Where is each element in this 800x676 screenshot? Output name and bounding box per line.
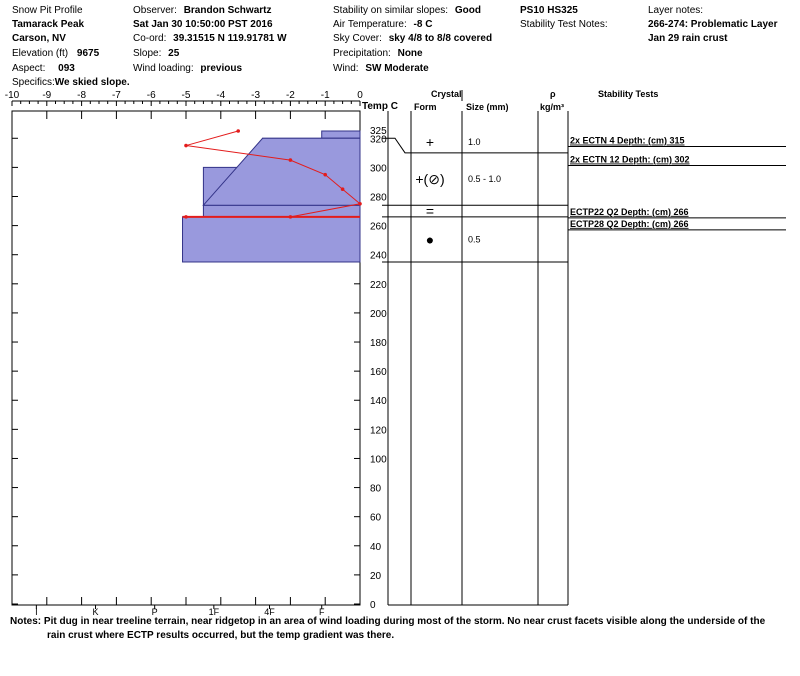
- temperature-point: [236, 129, 240, 133]
- wind-label: Wind:: [333, 63, 359, 74]
- air-temp-value: -8 C: [413, 19, 433, 30]
- height-tick-label: 260: [370, 221, 387, 233]
- temperature-point: [358, 202, 362, 206]
- hardness-label: F: [318, 607, 325, 615]
- stability-test-entry: 2x ECTN 12 Depth: (cm) 302: [570, 154, 690, 165]
- size-header: Size (mm): [466, 102, 509, 112]
- rho-unit-header: kg/m³: [540, 102, 565, 112]
- hardness-label: 4F: [264, 607, 275, 615]
- coord-value: 39.31515 N 119.91781 W: [173, 33, 287, 44]
- stability-label: Stability on similar slopes:: [333, 5, 449, 16]
- notes-line-1: Pit dug in near treeline terrain, near ridgetop in an area of wind loading during most of the storm. No near crust facets visible along the underside of the: [43, 616, 766, 627]
- temp-tick-label: -6: [146, 90, 156, 101]
- notes-label: Notes:: [10, 616, 42, 627]
- layer-note-1: 266-274: Problematic Layer: [648, 19, 778, 30]
- temperature-point: [289, 158, 293, 162]
- crystal-size: 1.0: [468, 136, 481, 147]
- hardness-label: P: [151, 607, 158, 615]
- stability-test-entry: 2x ECTN 4 Depth: (cm) 315: [570, 135, 685, 146]
- temperature-point: [184, 144, 188, 148]
- height-tick-label: 80: [370, 483, 382, 495]
- height-tick-label: 220: [370, 279, 387, 291]
- specifics-value: We skied slope.: [54, 77, 130, 88]
- crystal-header: Crystal: [431, 89, 462, 99]
- ps-hs: PS10 HS325: [520, 5, 578, 16]
- notes-block: [10, 615, 770, 643]
- hardness-label: K: [92, 607, 99, 615]
- height-top-label: 325: [370, 126, 387, 137]
- height-tick-label: 320: [370, 134, 387, 146]
- height-tick-label: 100: [370, 454, 387, 466]
- height-tick-label: 300: [370, 163, 387, 175]
- height-tick-label: 60: [370, 512, 382, 524]
- specifics-label: Specifics:: [12, 77, 55, 88]
- height-tick-label: 280: [370, 192, 387, 204]
- observer-value: Brandon Schwartz: [183, 5, 272, 16]
- rho-header: ρ: [550, 89, 556, 99]
- wind-value: SW Moderate: [365, 63, 429, 74]
- temp-tick-label: -5: [181, 90, 191, 101]
- temp-tick-label: -3: [251, 90, 261, 101]
- temperature-point: [341, 187, 345, 191]
- profile-title: Snow Pit Profile: [12, 5, 83, 16]
- air-temp-label: Air Temperature:: [333, 19, 407, 30]
- elevation-label: Elevation (ft): [12, 48, 69, 59]
- height-tick-label: 180: [370, 338, 387, 350]
- crystal-size: 0.5: [468, 234, 481, 245]
- stability-notes-label: Stability Test Notes:: [520, 19, 608, 30]
- aspect-label: Aspect:: [12, 63, 46, 74]
- precip-label: Precipitation:: [333, 48, 391, 59]
- slope-value: 25: [168, 48, 180, 59]
- hardness-label: 1F: [208, 607, 220, 615]
- temp-tick-label: -8: [77, 90, 87, 101]
- stability-test-entry: ECTP28 Q2 Depth: (cm) 266: [570, 218, 689, 229]
- datetime: Sat Jan 30 10:50:00 PST 2016: [133, 19, 273, 30]
- height-tick-label: 140: [370, 396, 387, 408]
- hardness-layer: [203, 205, 360, 217]
- crystal-form-symbol: ●: [425, 231, 435, 248]
- height-tick-label: 120: [370, 425, 387, 437]
- temp-tick-label: -4: [216, 90, 226, 101]
- height-tick-label: 160: [370, 367, 387, 379]
- wind-loading-value: previous: [200, 63, 243, 74]
- coord-label: Co-ord:: [133, 33, 167, 44]
- height-tick-label: 240: [370, 250, 387, 262]
- stability-value: Good: [454, 5, 481, 16]
- wind-loading-label: Wind loading:: [133, 63, 194, 74]
- observer-label: Observer:: [133, 5, 177, 16]
- height-tick-label: 40: [370, 541, 382, 553]
- layer-note-2: Jan 29 rain crust: [648, 33, 728, 44]
- height-tick-label: 200: [370, 308, 387, 320]
- hardness-label: I: [35, 607, 38, 615]
- crystal-form-symbol: =: [425, 203, 435, 220]
- crystal-size: 0.5 - 1.0: [468, 174, 502, 185]
- region: Carson, NV: [12, 33, 66, 44]
- temp-tick-label: -10: [4, 90, 20, 101]
- aspect-value: 093: [58, 63, 75, 74]
- temperature-point: [323, 173, 327, 177]
- crystal-form-symbol: +(⊘): [415, 171, 445, 188]
- height-tick-label: 0: [370, 600, 376, 611]
- height-tick-label: 20: [370, 570, 382, 582]
- temp-tick-label: -7: [111, 90, 121, 101]
- slope-label: Slope:: [133, 48, 162, 59]
- layer-notes-label: Layer notes:: [648, 5, 704, 16]
- stability-test-entry: ECTP22 Q2 Depth: (cm) 266: [570, 206, 689, 217]
- sky-label: Sky Cover:: [333, 33, 382, 44]
- crystal-form-symbol: +: [425, 133, 435, 150]
- temp-tick-label: -1: [320, 90, 330, 101]
- temp-tick-label: -9: [42, 90, 52, 101]
- notes-line-2: rain crust where ECTP results occurred, but the temp gradient was there.: [47, 630, 395, 641]
- sky-value: sky 4/8 to 8/8 covered: [388, 33, 493, 44]
- location: Tamarack Peak: [12, 19, 85, 30]
- stability-tests-header: Stability Tests: [598, 89, 659, 99]
- precip-value: None: [397, 48, 423, 59]
- height-axis-label: Temp C: [362, 101, 398, 112]
- hardness-layer: [322, 131, 360, 138]
- elevation-value: 9675: [76, 48, 100, 59]
- hardness-layer: [183, 217, 360, 262]
- temp-tick-label: -2: [285, 90, 295, 101]
- form-header: Form: [414, 102, 437, 112]
- temp-tick-label: 0: [357, 90, 363, 101]
